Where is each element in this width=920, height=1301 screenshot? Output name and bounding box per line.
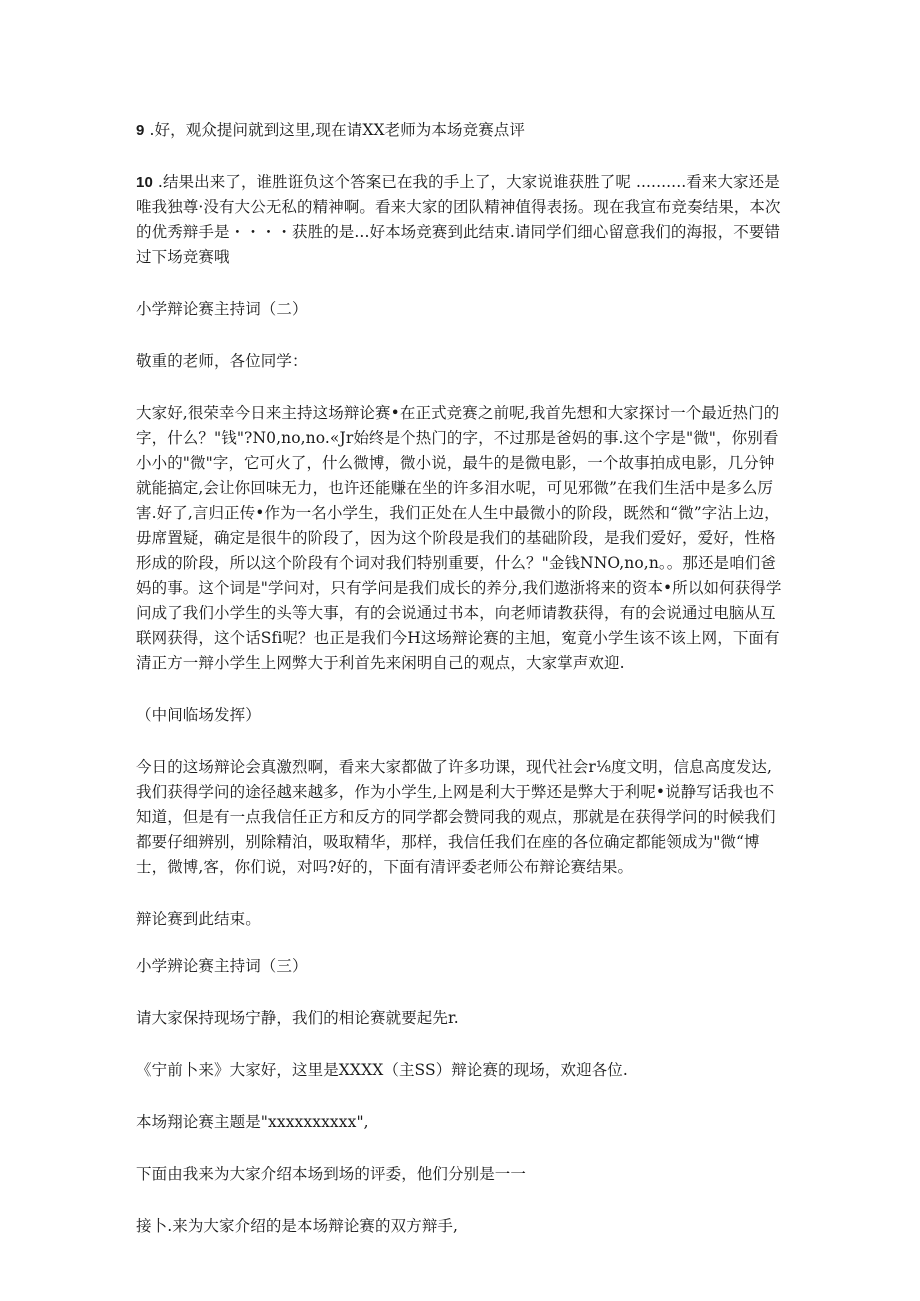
paragraph-9: [136, 118, 784, 143]
paragraph-summary: 今日的这场辩论会真激烈啊，看来大家都做了许多功课，现代社会r⅛度文明，信息高度发达,我们获得学问的途径越来越多，作为小学生,上网是利大于弊还是弊大于利呢•说静写话我也不知道，但是有一点我信任正方和反方的同学都会赞同我的观点，那就是在获得学问的时候我们都要仔细辨别，别除精泊，吸取精华，那样，我信任我们在座的各位确定都能领成为"微“博士，微博,客，你们说，对吗?好的，下面有清评委老师公布辩论赛结果。: [136, 758, 776, 876]
paragraph-topic: 本场翔论赛主题是"xxxxxxxxxx",: [136, 1113, 369, 1131]
greeting: 敬重的老师，各位同学：: [136, 352, 308, 370]
section-heading-3: 小学辨论赛主持词（三）: [136, 957, 308, 975]
paragraph-text: .好，观众提问就到这里,现在请XX老师为本场竞赛点评: [144, 121, 526, 139]
section-heading-2: 小学辩论赛主持词（二）: [136, 300, 308, 318]
paragraph-welcome: 《宁前卜来》大家好，这里是XXXX（主SS）辩论赛的现场，欢迎各位.: [136, 1061, 628, 1079]
paragraph-quiet: 请大家保持现场宁静，我们的相论赛就要起先r.: [136, 1009, 459, 1027]
document-body: [136, 118, 784, 1239]
paragraph-judges: 下面由我来为大家介绍本场到场的评委，他们分别是一一: [136, 1165, 527, 1183]
item-number: 10: [136, 174, 153, 191]
paragraph-text: .结果出来了，谁胜诳负这个答案已在我的手上了，大家说谁获胜了呢 ..........看来大家还是唯我独尊·没有大公无私的精神啊。看来大家的团队精神值得表扬。现在我宣布竞奏结果，本次的优秀辩手是・・・・获胜的是...好本场竞赛到此结束.请同学们细心留意我们的海报，不要错过下场竞赛哦: [136, 173, 781, 266]
paragraph-10: [136, 170, 784, 270]
paragraph-note: （中间临场发挥）: [136, 706, 261, 724]
paragraph-opening: 大家好,很荣幸今日来主持这场辩论赛•在正式竞赛之前呢,我首先想和大家探讨一个最近热门的字，什么？"钱"?N0,no,no.«Jr始终是个热门的字，不过那是爸妈的事.这个字是"微"，你别看小小的"微"字，它可火了，什么微博，微小说，最牛的是微电影，一个故事拍成电影，几分钟就能搞定,会让你回味无力，也许还能赚在坐的许多泪水呢，可见邪微”在我们生活中是多么厉害.好了,言归正传•作为一名小学生，我们正处在人生中最微小的阶段，既然和“微”字沾上边，毋席置疑，确定是很牛的阶段了，因为这个阶段是我们的基础阶段，是我们爱好，爱好，性格形成的阶段，所以这个阶段有个词对我们特别重要，什么？"金钱NNO,no,n。。那还是咱们爸妈的事。这个词是"学问对，只有学问是我们成长的养分,我们遨浙将来的资本•所以如何获得学问成了我们小学生的头等大事，有的会说通过书本，向老师请教获得，有的会说通过电脑从互联网获得，这个话Sfi呢？也正是我们今H这场辩论赛的主旭，寃竟小学生该不该上网，下面有清正方一辩小学生上网弊大于利首先来闲明自己的观点，大家掌声欢迎.: [136, 404, 782, 672]
item-number: 9: [136, 122, 145, 139]
paragraph-ending: 辩论赛到此结束。: [136, 910, 261, 928]
paragraph-debaters: 接卜.来为大家介绍的是本场辩论赛的双方辩手,: [136, 1217, 459, 1235]
